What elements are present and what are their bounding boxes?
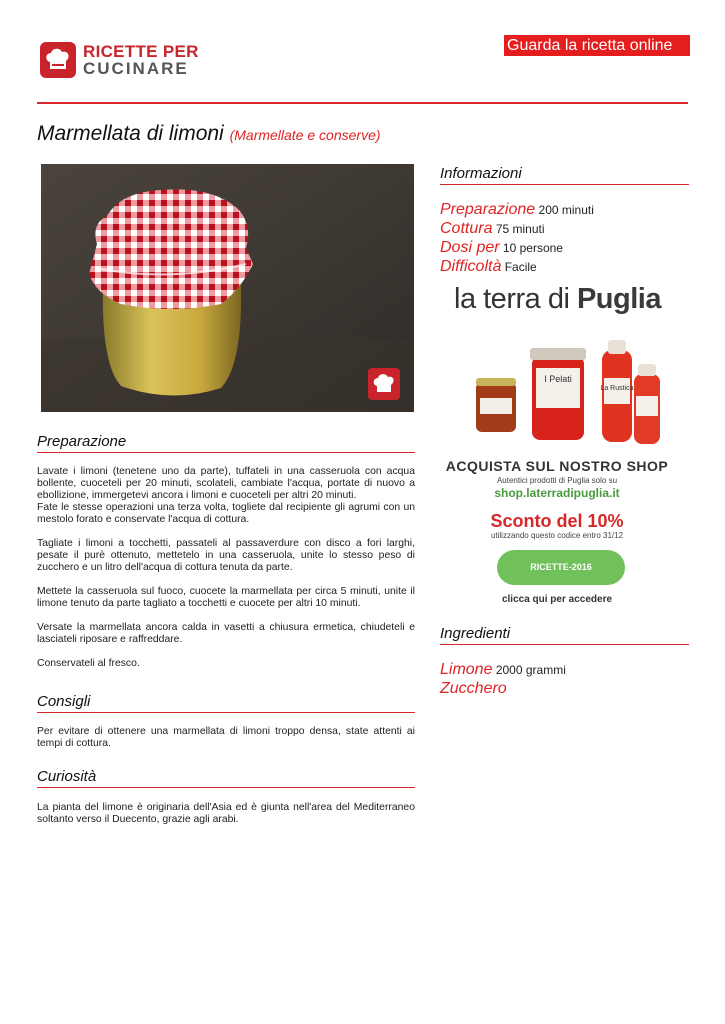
discount-code-button[interactable]: RICETTE-2016 bbox=[497, 550, 625, 585]
ad-banner[interactable] bbox=[440, 278, 690, 608]
ingredient-name: Zucchero bbox=[440, 680, 507, 697]
ad-shop-link[interactable]: shop.laterradipuglia.it bbox=[494, 486, 620, 500]
info-value: Facile bbox=[504, 260, 537, 274]
section-preparazione: Preparazione bbox=[37, 433, 415, 453]
consigli-text: Per evitare di ottenere una marmellata di limoni troppo densa, state attenti ai tempi di cottura. bbox=[37, 726, 415, 749]
preparazione-paragraph: Tagliate i limoni a tocchetti, passateli al passaverdure con disco a fori larghi, pesate il purè ottenuto, mettetelo in una casseruola, unite lo stesso peso di zucchero e un litro dell'acqua di cottura tenuta da parte. bbox=[37, 538, 415, 573]
section-ingredienti: Ingredienti bbox=[440, 625, 689, 645]
ingredient-qty: 2000 grammi bbox=[495, 663, 566, 677]
ingredient-name: Limone bbox=[440, 661, 493, 678]
info-label: Difficoltà bbox=[440, 258, 502, 275]
ingredients-list bbox=[440, 660, 690, 698]
info-difficolta bbox=[440, 257, 690, 276]
info-preparazione bbox=[440, 200, 690, 219]
info-label: Preparazione bbox=[440, 201, 536, 218]
chef-hat-watermark-icon bbox=[368, 368, 400, 400]
site-logo[interactable] bbox=[40, 42, 200, 80]
preparazione-text bbox=[37, 466, 415, 670]
ad-subtitle: Autentici prodotti di Puglia solo su bbox=[496, 476, 618, 485]
preparazione-paragraph: Lavate i limoni (tenetene uno da parte), tuffateli in una casseruola con acqua bollente, cuoceteli per 20 minuti, scolateli, cambiate l'acqua, portate di nuovo a ebollizione, immergetevi ancora i limoni e cuoceteli per altri 20 minuti. Fate le stesse operazioni una terza volta, togliete dal recipiente gli agrumi con un mestolo forato e conservate l'acqua di cottura. bbox=[37, 466, 415, 525]
ingredient-item bbox=[440, 660, 690, 679]
jar-label-rustica: La Rustica bbox=[600, 385, 634, 392]
logo-text-line1: RICETTE PER bbox=[83, 42, 199, 61]
preparazione-paragraph: Mettete la casseruola sul fuoco, cuocete la marmellata per circa 5 minuti, unite il limone tenuto da parte tagliato a tocchetti e cuocete per altri 10 minuti. bbox=[37, 586, 415, 609]
jar-label-pelati: I Pelati bbox=[544, 374, 572, 384]
recipe-title-text: Marmellata di limoni bbox=[37, 122, 224, 145]
info-value: 10 persone bbox=[502, 241, 563, 255]
view-recipe-online-button[interactable]: Guarda la ricetta online bbox=[504, 35, 690, 56]
recipe-title bbox=[37, 122, 381, 146]
section-consigli: Consigli bbox=[37, 693, 415, 713]
logo-text-line2: CUCINARE bbox=[83, 59, 189, 78]
info-label: Dosi per bbox=[440, 239, 500, 256]
info-label: Cottura bbox=[440, 220, 493, 237]
ad-shop-title: ACQUISTA SUL NOSTRO SHOP bbox=[445, 458, 669, 474]
info-list bbox=[440, 200, 690, 276]
ad-brand-light: la terra di bbox=[454, 283, 577, 315]
curiosita-text: La pianta del limone è originaria dell'Asia ed è giunta nell'area del Mediterraneo soltanto verso il Duecento, grazie agli arabi. bbox=[37, 802, 415, 825]
info-dosi bbox=[440, 238, 690, 257]
preparazione-paragraph: Versate la marmellata ancora calda in vasetti a chiusura ermetica, chiudeteli e lasciateli riposare e raffreddare. bbox=[37, 622, 415, 645]
ad-click-link[interactable]: clicca qui per accedere bbox=[501, 594, 613, 605]
ad-brand-bold: Puglia bbox=[576, 283, 661, 315]
recipe-category: (Marmellate e conserve) bbox=[229, 127, 381, 143]
ad-discount: Sconto del 10% bbox=[490, 511, 624, 531]
section-informazioni: Informazioni bbox=[440, 165, 689, 185]
preparazione-paragraph: Conservateli al fresco. bbox=[37, 658, 140, 669]
info-value: 200 minuti bbox=[538, 203, 594, 217]
ad-condition: utilizzando questo codice entro 31/12 bbox=[490, 531, 624, 540]
section-curiosita: Curiosità bbox=[37, 768, 415, 788]
ad-brand bbox=[454, 283, 661, 316]
info-value: 75 minuti bbox=[495, 222, 545, 236]
info-cottura bbox=[440, 219, 690, 238]
recipe-photo bbox=[41, 164, 414, 412]
header-divider bbox=[37, 102, 688, 104]
ingredient-item bbox=[440, 679, 690, 698]
product-jars-image bbox=[468, 338, 668, 450]
chef-hat-icon bbox=[40, 42, 76, 78]
